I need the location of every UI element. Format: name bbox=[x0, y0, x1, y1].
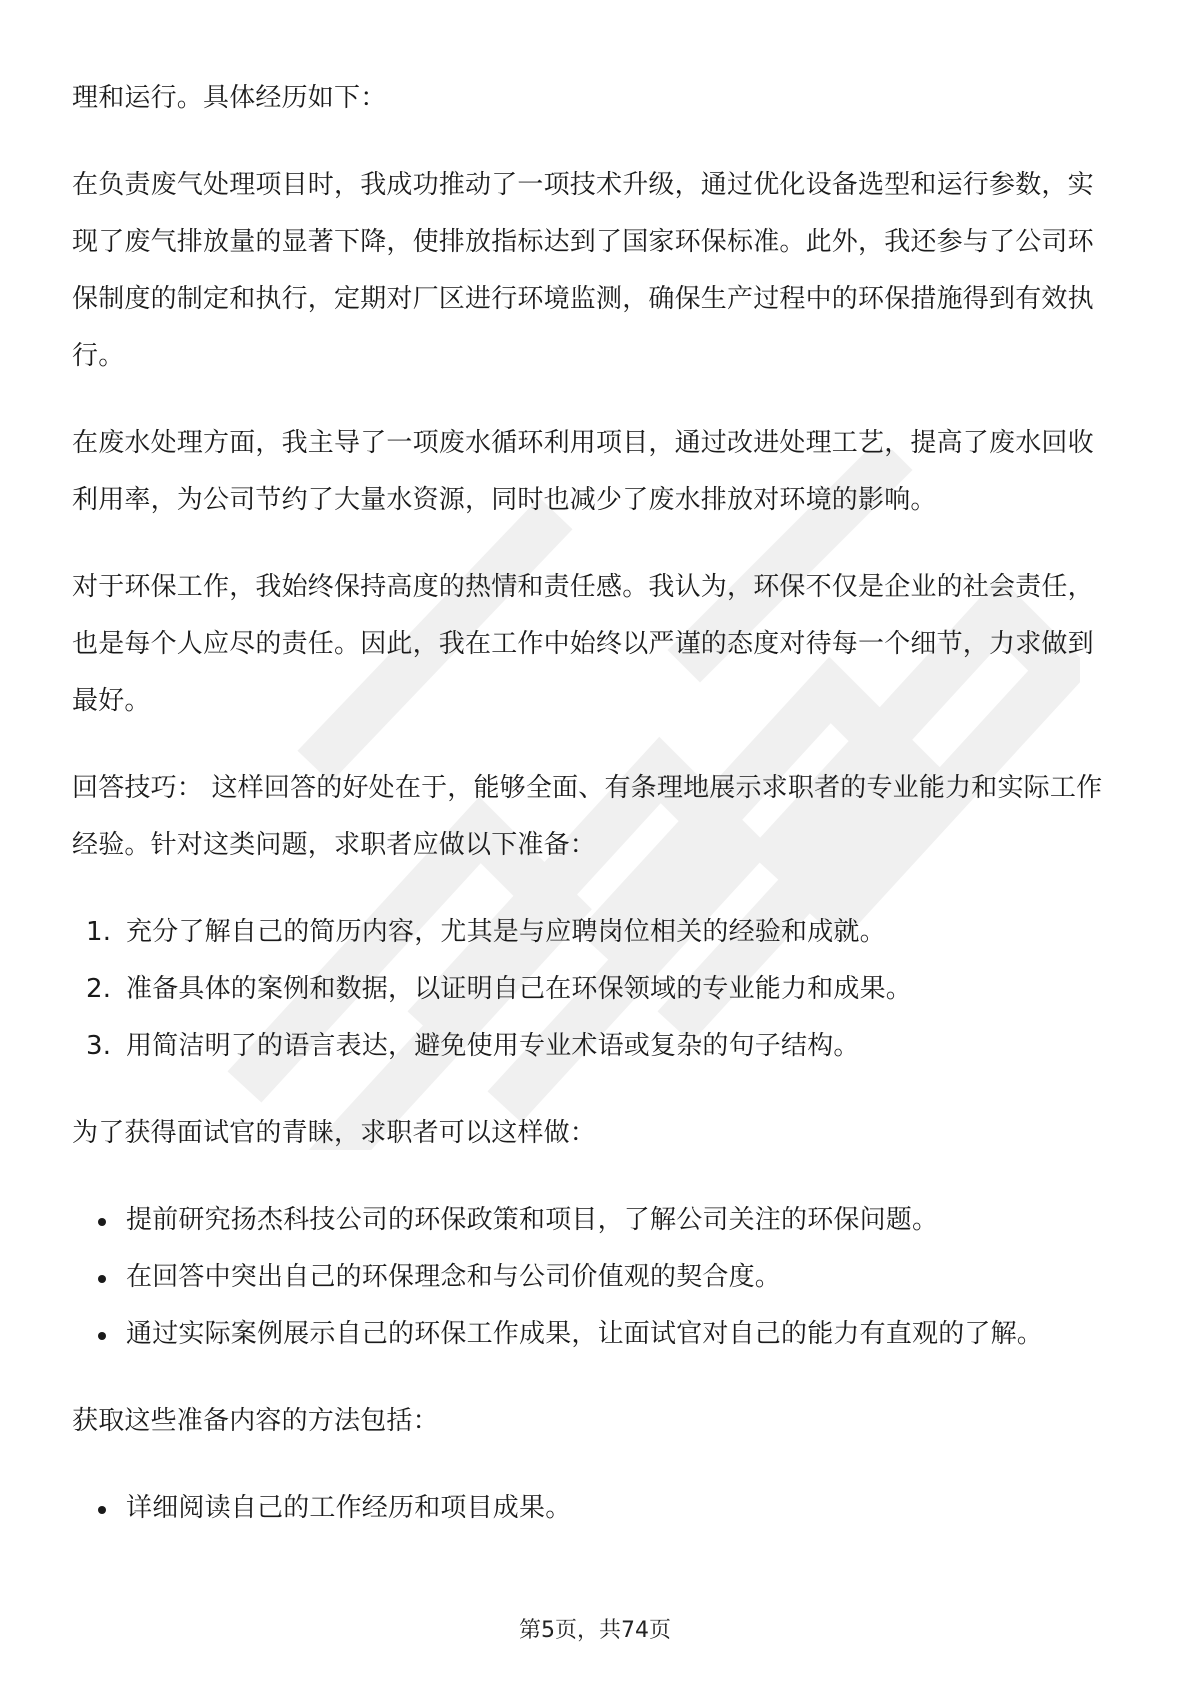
list-item bbox=[72, 961, 1118, 1018]
list-item-text: 提前研究扬杰科技公司的环保政策和项目，了解公司关注的环保问题。 bbox=[126, 1205, 939, 1235]
interviewer-tips-bullet-list bbox=[72, 1192, 1118, 1363]
list-item bbox=[72, 1249, 1118, 1306]
list-item-text: 用简洁明了的语言表达，避免使用专业术语或复杂的句子结构。 bbox=[126, 1031, 860, 1061]
paragraph-methods: 获取这些准备内容的方法包括： bbox=[72, 1406, 439, 1436]
paragraph-attitude: 对于环保工作，我始终保持高度的热情和责任感。我认为，环保不仅是企业的社会责任，也是每个人应尽的责任。因此，我在工作中始终以严谨的态度对待每一个细节，力求做到最好。 bbox=[72, 572, 1094, 716]
paragraph-impress-interviewer: 为了获得面试官的青睐，求职者可以这样做： bbox=[72, 1118, 597, 1148]
list-item bbox=[72, 1480, 1118, 1537]
list-item bbox=[72, 1018, 1118, 1075]
list-number: 1. bbox=[86, 917, 112, 947]
list-item-text: 准备具体的案例和数据，以证明自己在环保领域的专业能力和成果。 bbox=[126, 974, 913, 1004]
methods-bullet-list bbox=[72, 1480, 1118, 1537]
list-item bbox=[72, 1192, 1118, 1249]
list-item bbox=[72, 1306, 1118, 1363]
bullet-icon bbox=[98, 1275, 106, 1283]
bullet-icon bbox=[98, 1506, 106, 1514]
page-number-footer: 第5页，共74页 bbox=[519, 1618, 671, 1643]
list-item-text: 充分了解自己的简历内容，尤其是与应聘岗位相关的经验和成就。 bbox=[126, 917, 886, 947]
list-number: 3. bbox=[86, 1031, 112, 1061]
list-number: 2. bbox=[86, 974, 112, 1004]
bullet-icon bbox=[98, 1332, 106, 1340]
paragraph-answer-tips: 回答技巧： 这样回答的好处在于，能够全面、有条理地展示求职者的专业能力和实际工作经验。针对这类问题，求职者应做以下准备： bbox=[72, 773, 1103, 860]
list-item bbox=[72, 904, 1118, 961]
paragraph-wastewater: 在废水处理方面，我主导了一项废水循环利用项目，通过改进处理工艺，提高了废水回收利用率，为公司节约了大量水资源，同时也减少了废水排放对环境的影响。 bbox=[72, 428, 1094, 515]
list-item-text: 在回答中突出自己的环保理念和与公司价值观的契合度。 bbox=[126, 1262, 782, 1292]
list-item-text: 详细阅读自己的工作经历和项目成果。 bbox=[126, 1493, 572, 1523]
document-body bbox=[72, 70, 1118, 1567]
preparation-ordered-list bbox=[72, 904, 1118, 1075]
paragraph-exhaust-gas: 在负责废气处理项目时，我成功推动了一项技术升级，通过优化设备选型和运行参数，实现了废气排放量的显著下降，使排放指标达到了国家环保标准。此外，我还参与了公司环保制度的制定和执行，定期对厂区进行环境监测，确保生产过程中的环保措施得到有效执行。 bbox=[72, 170, 1094, 371]
paragraph-intro-tail: 理和运行。具体经历如下： bbox=[72, 83, 387, 113]
bullet-icon bbox=[98, 1218, 106, 1226]
list-item-text: 通过实际案例展示自己的环保工作成果，让面试官对自己的能力有直观的了解。 bbox=[126, 1319, 1044, 1349]
